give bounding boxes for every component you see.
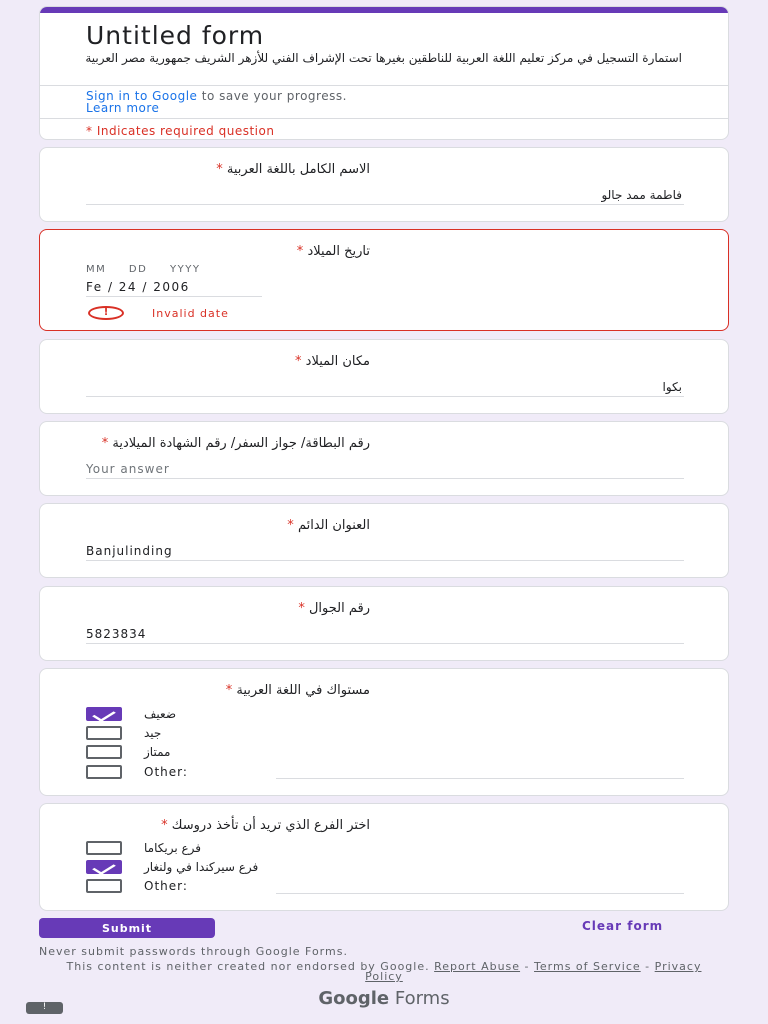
answer-underline [86,396,684,397]
answer-underline [86,478,684,479]
option-row[interactable] [86,840,201,856]
question-title-text: رقم الجوال [308,601,370,616]
date-field-labels: MM DD YYYY [86,264,201,275]
form-title: Untitled form [86,21,265,50]
question-branch [39,803,729,911]
question-title-text: تاريخ الميلاد [307,244,370,259]
checkbox[interactable] [86,879,122,893]
learn-more-link[interactable]: Learn more [86,101,160,115]
checkbox[interactable] [86,745,122,759]
full-name-input[interactable]: فاطمة ممد جالو [601,188,682,202]
question-birth-place [39,339,729,414]
option-label: ضعيف [144,707,177,721]
option-row[interactable] [86,878,188,894]
required-star: * [101,436,109,451]
form-header-card [39,6,729,140]
header-divider [40,85,728,86]
question-title-text: اختر الفرع الذي تريد أن تأخذ دروسك [171,818,370,833]
sign-in-suffix: to save your progress. [197,89,347,103]
form-description: استمارة التسجيل في مركز تعليم اللغة العربية للناطقين بغيرها تحت الإشراف الفني للأزهر الشريف جمهورية مصر العربية [85,51,682,65]
question-title [226,683,370,698]
google-forms-logo[interactable] [0,988,768,1009]
error-message: Invalid date [152,306,229,320]
option-label: فرع بريكاما [144,841,201,855]
question-address [39,503,729,578]
question-title-text: مكان الميلاد [305,354,370,369]
phone-input[interactable]: 5823834 [86,627,147,641]
submit-button[interactable]: Submit [39,918,215,938]
answer-underline [86,560,684,561]
footer-separator: - [520,960,535,973]
question-title [161,818,370,833]
question-title [295,354,370,369]
learn-more-row [86,101,159,115]
footer-separator: - [640,960,655,973]
checkbox[interactable] [86,726,122,740]
question-birth-date [39,229,729,331]
id-number-input[interactable]: Your answer [86,462,170,476]
answer-underline [86,643,684,644]
address-input[interactable]: Banjulinding [86,544,173,558]
checkbox[interactable] [86,841,122,855]
option-label: Other: [144,765,188,779]
terms-link[interactable]: Terms of Service [534,960,641,973]
question-full-name [39,147,729,222]
sign-in-link[interactable]: Sign in to Google [86,89,198,103]
option-label: جيد [144,726,162,740]
required-star: * [161,818,168,833]
question-id-number [39,421,729,496]
checkbox[interactable] [86,765,122,779]
question-title-text: مستواك في اللغة العربية [236,683,370,698]
required-note: * Indicates required question [86,124,275,138]
question-phone [39,586,729,661]
required-star: * [298,601,305,616]
question-title [216,162,370,177]
required-star: * [216,162,223,177]
header-accent-bar [40,7,728,13]
answer-underline [86,204,684,205]
question-title [297,244,370,259]
logo-forms: Forms [389,988,450,1009]
clear-form-button[interactable]: Clear form [582,919,664,933]
option-row[interactable] [86,764,188,780]
header-divider-2 [40,118,728,119]
required-star: * [295,354,302,369]
required-star: * [296,244,304,259]
option-row[interactable] [86,706,176,722]
option-row[interactable] [86,744,170,760]
other-input[interactable] [276,778,684,779]
option-row[interactable] [86,725,161,741]
logo-google: Google [318,988,390,1009]
date-underline [86,296,262,297]
birth-place-input[interactable]: بكوا [662,380,682,394]
password-warning: Never submit passwords through Google Forms. [39,945,348,958]
option-label: Other: [144,879,188,893]
required-star: * [287,518,294,533]
error-icon: ! [88,306,124,320]
question-title-text: الاسم الكامل باللغة العربية [226,162,370,177]
checkbox[interactable] [86,860,122,874]
date-input[interactable]: Fe / 24 / 2006 [86,280,190,294]
error-row [88,306,229,320]
question-title [287,518,370,533]
option-label: فرع سيركندا في ولنغار [144,860,259,874]
disclaimer-text: This content is neither created nor endorsed by Google. [66,960,430,973]
question-title-text: رقم البطاقة/ جواز السفر/ رقم الشهادة الميلادية [112,436,370,451]
option-row[interactable] [86,859,258,875]
checkbox[interactable] [86,707,122,721]
option-label: ممتاز [144,745,171,759]
question-title-text: العنوان الدائم [297,518,370,533]
footer-disclaimer [60,962,708,982]
report-abuse-link[interactable]: Report Abuse [434,960,521,973]
question-arabic-level [39,668,729,796]
other-input[interactable] [276,893,684,894]
privacy-link[interactable]: Privacy Policy [365,960,702,983]
report-feedback-icon[interactable]: ! [26,1002,63,1014]
question-title [102,436,370,451]
question-title [298,601,370,616]
required-star: * [225,683,233,698]
